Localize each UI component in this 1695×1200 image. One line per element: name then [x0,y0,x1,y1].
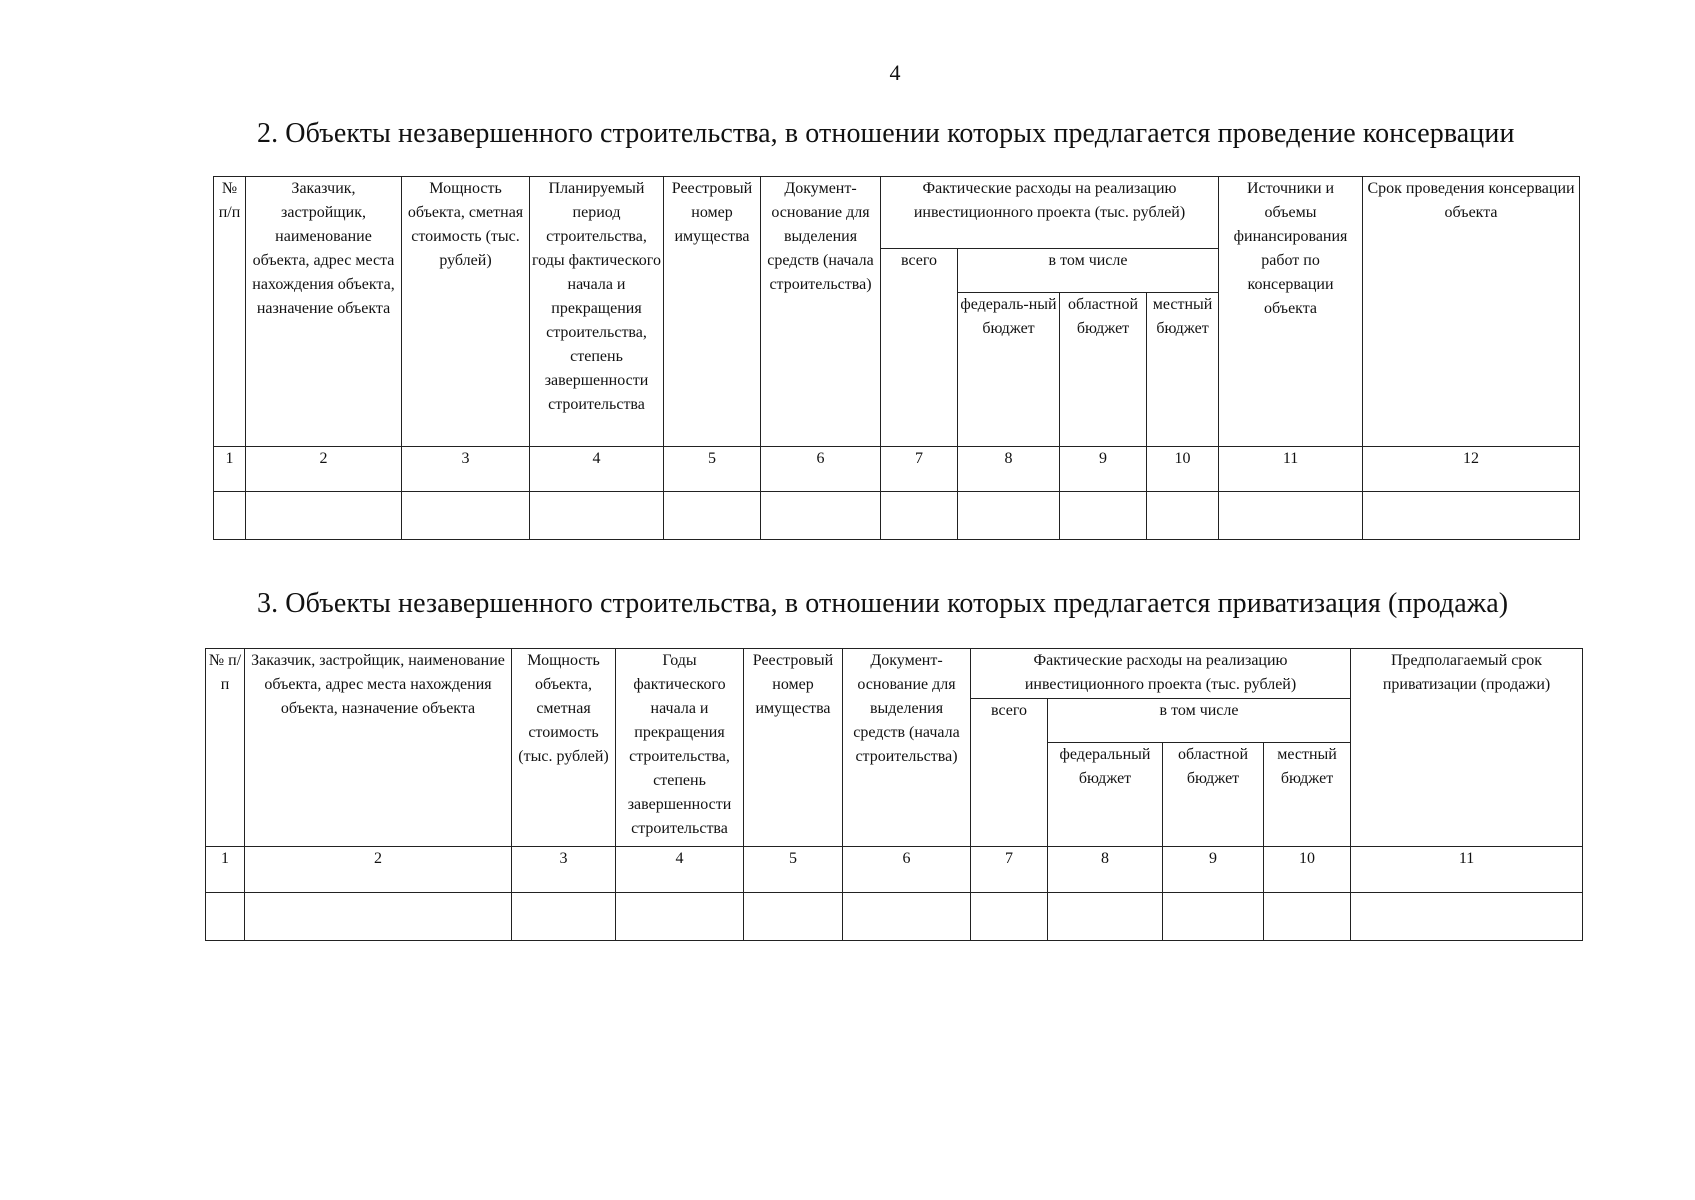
column-number: 11 [1351,847,1583,893]
column-number: 6 [761,447,881,492]
empty-cell [1363,492,1580,540]
header-customer: Заказчик, застройщик, наименование объекта, адрес места нахождения объекта, назначение объекта [246,177,402,447]
empty-cell [214,492,246,540]
column-number: 9 [1163,847,1264,893]
empty-cell [958,492,1060,540]
column-number: 11 [1219,447,1363,492]
section-3-title: 3. Объекты незавершенного строительства, в отношении которых предлагается приватизация (продажа) [257,588,1509,619]
column-number: 1 [206,847,245,893]
column-number: 2 [245,847,512,893]
privatization-table [205,648,1583,941]
column-number: 9 [1060,447,1147,492]
empty-cell [1219,492,1363,540]
empty-cell [1264,893,1351,941]
column-number: 12 [1363,447,1580,492]
empty-cell [246,492,402,540]
empty-cell [1060,492,1147,540]
empty-cell [1048,893,1163,941]
header-federal-budget: федеральный бюджет [1048,743,1163,847]
header-including: в том числе [1048,699,1351,743]
empty-cell [245,893,512,941]
header-local-budget: местный бюджет [1147,293,1219,447]
header-capacity: Мощность объекта, сметная стоимость (тыс. рублей) [402,177,530,447]
column-number: 8 [958,447,1060,492]
header-years: Годы фактического начала и прекращения строительства, степень завершенности строительства [616,649,744,847]
header-privatization-term: Предполагаемый срок приватизации (продажи) [1351,649,1583,847]
empty-cell [616,893,744,941]
header-row-number: № п/п [214,177,246,447]
header-basis-document: Документ-основание для выделения средств (начала строительства) [843,649,971,847]
header-period: Планируемый период строительства, годы фактического начала и прекращения строительства, степень завершенности строительства [530,177,664,447]
empty-cell [843,893,971,941]
column-number: 10 [1264,847,1351,893]
header-basis-document: Документ-основание для выделения средств (начала строительства) [761,177,881,447]
header-registry-number: Реестровый номер имущества [664,177,761,447]
table-row-empty [214,492,1580,540]
header-customer: Заказчик, застройщик, наименование объекта, адрес места нахождения объекта, назначение объекта [245,649,512,847]
empty-cell [971,893,1048,941]
header-including: в том числе [958,249,1219,293]
empty-cell [744,893,843,941]
empty-cell [402,492,530,540]
empty-cell [1147,492,1219,540]
empty-cell [761,492,881,540]
empty-cell [206,893,245,941]
column-number: 3 [512,847,616,893]
header-actual-expenses: Фактические расходы на реализацию инвестиционного проекта (тыс. рублей) [971,649,1351,699]
column-number: 1 [214,447,246,492]
empty-cell [664,492,761,540]
header-total: всего [971,699,1048,847]
header-regional-budget: областной бюджет [1163,743,1264,847]
header-row-number: № п/п [206,649,245,847]
column-number: 10 [1147,447,1219,492]
column-number: 2 [246,447,402,492]
column-number: 5 [744,847,843,893]
column-number: 7 [881,447,958,492]
header-conservation-term: Срок проведения консервации объекта [1363,177,1580,447]
header-local-budget: местный бюджет [1264,743,1351,847]
column-number: 8 [1048,847,1163,893]
column-number: 5 [664,447,761,492]
header-total: всего [881,249,958,447]
table-row-empty [206,893,1583,941]
header-funding-sources: Источники и объемы финансирования работ по консервации объекта [1219,177,1363,447]
section-2-title: 2. Объекты незавершенного строительства, в отношении которых предлагается проведение консервации [257,118,1515,149]
header-actual-expenses: Фактические расходы на реализацию инвестиционного проекта (тыс. рублей) [881,177,1219,249]
header-regional-budget: областной бюджет [1060,293,1147,447]
empty-cell [1163,893,1264,941]
column-number: 7 [971,847,1048,893]
conservation-table [213,176,1580,540]
column-number: 6 [843,847,971,893]
empty-cell [512,893,616,941]
page-number: 4 [889,60,901,85]
column-number: 4 [530,447,664,492]
header-capacity: Мощность объекта, сметная стоимость (тыс. рублей) [512,649,616,847]
column-number: 4 [616,847,744,893]
empty-cell [881,492,958,540]
column-number: 3 [402,447,530,492]
empty-cell [1351,893,1583,941]
empty-cell [530,492,664,540]
header-federal-budget: федераль-ный бюджет [958,293,1060,447]
header-registry-number: Реестровый номер имущества [744,649,843,847]
